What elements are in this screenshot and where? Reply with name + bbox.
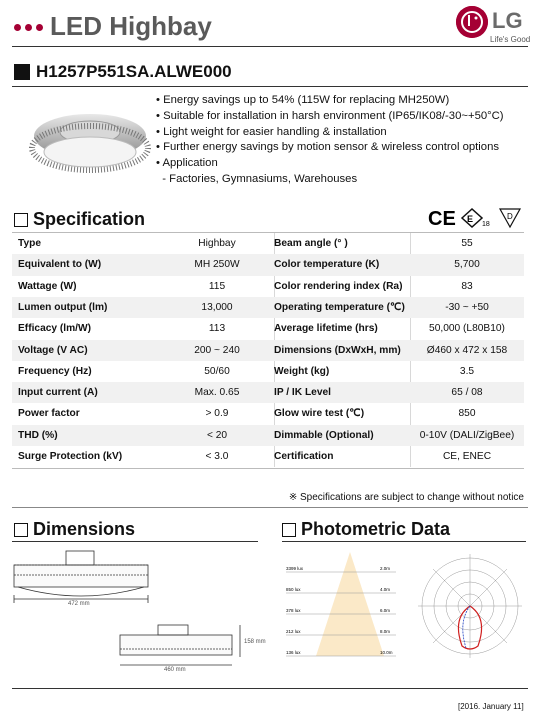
spec-label: Weight (kg) [274,365,330,377]
feature-item: • Application [156,157,218,170]
spec-value: 50/60 [204,365,230,377]
checkbox-icon [14,523,28,537]
spec-label: Surge Protection (kV) [18,451,123,462]
spec-row [12,254,524,275]
svg-text:CE: CE [428,208,456,229]
spec-bottom-border [12,468,524,469]
dimension-drawing [8,545,270,673]
spec-label: Lumen output (lm) [18,301,108,313]
diameter-label: 460 mm [164,667,186,673]
feature-item: • Energy savings up to 54% (115W for replacing MH250W) [156,94,450,106]
spec-row [12,425,524,446]
lux-label: 212 lux [286,629,301,634]
page-header [0,0,540,48]
distance-label: 4.0m [380,587,391,592]
spec-label: Color temperature (K) [274,259,380,271]
spec-row [12,340,524,361]
spec-label: Beam angle (° ) [274,238,348,249]
spec-label: Frequency (Hz) [18,365,92,377]
lux-label: 850 lux [286,587,301,592]
spec-value: MH 250W [194,259,240,271]
spec-label: Average lifetime (hrs) [274,323,378,335]
model-code: H1257P551SA.ALWE000 [36,62,232,81]
spec-value: 13,000 [201,301,233,313]
svg-text:D: D [507,212,513,221]
enec-mark-icon [462,209,490,228]
spec-label: Wattage (W) [18,280,77,292]
brand-name: LG [492,8,523,33]
distance-label: 8.0m [380,629,391,634]
spec-row [12,382,524,403]
photometric-heading: Photometric Data [282,519,450,540]
lux-label: 136 lux [286,650,301,655]
lg-logo-icon [456,6,488,38]
spec-value: Max. 0.65 [194,387,240,399]
photometric-chart [276,548,532,674]
spec-row [12,276,524,297]
spec-value: Ø460 x 472 x 158 [426,344,508,356]
spec-label: Input current (A) [18,387,98,399]
model-divider [12,86,528,87]
spec-label: IP / IK Level [274,387,332,399]
disclaimer-note: ※ Specifications are subject to change without notice [288,492,524,503]
spec-value: 850 [458,408,476,420]
spec-label: Dimensions (DxWxH, mm) [274,344,401,356]
distance-label: 2.0m [380,566,391,571]
header-divider [12,46,528,47]
spec-row [12,361,524,382]
model-heading [14,62,232,82]
spec-label: Equivalent to (W) [18,259,102,271]
section-marker-icon [14,64,30,80]
highbay-lamp-image [28,108,152,180]
distance-label: 10.0m [380,650,393,655]
spec-value: 50,000 (L80B10) [429,323,505,335]
svg-text:18: 18 [482,221,490,228]
spec-row [12,233,524,254]
checkbox-icon [282,523,296,537]
spec-value: -30 ~ +50 [445,301,489,313]
spec-label: Dimmable (Optional) [274,429,374,441]
document-date: [2016. January 11] [458,702,524,711]
feature-item: - Factories, Gymnasiums, Warehouses [156,172,358,185]
spec-label: Voltage (V AC) [18,344,88,356]
lux-label: 3399 lux [286,566,304,571]
spec-row [12,318,524,339]
certification-marks [428,207,524,229]
brand-tagline: Life's Good [490,35,531,44]
photometric-divider [282,541,526,542]
dimensions-heading: Dimensions [14,519,135,540]
spec-value: 5,700 [454,259,480,271]
spec-value: 0-10V (DALI/ZigBee) [419,429,515,441]
ce-mark-icon [428,208,456,229]
feature-item: • Further energy savings by motion sensor & wireless control options [156,141,500,154]
spec-value: 83 [461,280,473,292]
spec-label: Certification [274,451,334,462]
specification-heading: Specification [14,209,145,230]
spec-value: > 0.9 [205,408,229,420]
spec-label: Color rendering index (Ra) [274,280,403,292]
spec-value: 55 [461,238,473,249]
spec-value: < 3.0 [205,451,229,462]
spec-label: Power factor [18,408,80,420]
specification-table [12,233,524,467]
spec-label: Glow wire test (℃) [274,408,365,420]
svg-text:E: E [467,214,474,224]
dimensions-divider [12,541,258,542]
distance-label: 6.0m [380,608,391,613]
feature-item: • Light weight for easier handling & installation [156,125,387,138]
spec-label: THD (%) [18,429,58,441]
spec-value: 115 [208,280,226,292]
feature-list [156,93,504,188]
spec-row [12,403,524,424]
width-label: 472 mm [68,601,90,607]
spec-row [12,446,524,467]
decorative-dots [14,24,43,31]
feature-item: • Suitable for installation in harsh environment (IP65/IK08/-30~+50°C) [156,109,504,122]
note-divider [12,507,528,508]
page-title: LED Highbay [50,11,212,41]
spec-value: 113 [208,323,226,335]
spec-value: < 20 [206,429,228,441]
lux-label: 378 lux [286,608,301,613]
spec-value: 3.5 [459,365,475,377]
spec-value: Highbay [198,238,236,249]
spec-label: Type [18,238,42,249]
spec-row [12,297,524,318]
d-mark-icon [500,209,520,227]
spec-label: Efficacy (lm/W) [18,323,92,335]
spec-value: 65 / 08 [451,387,483,399]
footer-divider [12,688,528,689]
height-label: 158 mm [244,639,266,645]
spec-label: Operating temperature (℃) [274,301,405,313]
spec-value: 200 ~ 240 [194,344,240,356]
checkbox-icon [14,213,28,227]
spec-value: CE, ENEC [442,451,492,462]
